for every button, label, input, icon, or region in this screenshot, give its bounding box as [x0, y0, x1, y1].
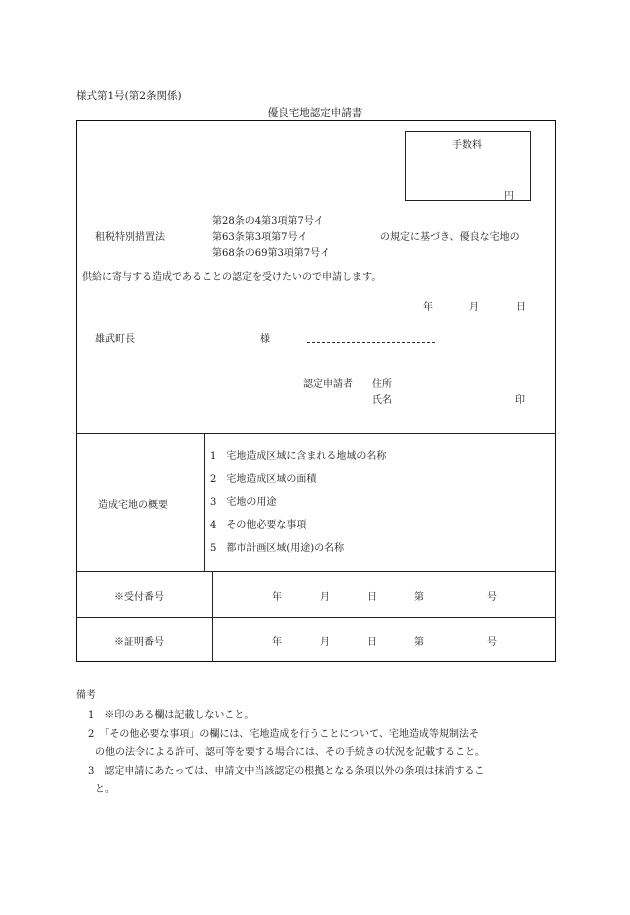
applicant-label: 認定申請者	[303, 379, 353, 390]
date-day: 日	[516, 302, 526, 313]
reception-top-rule	[76, 571, 556, 572]
addressee-dashed-line	[307, 342, 435, 343]
notes-heading: 備考	[76, 690, 96, 701]
statement-clause-b: 供給に寄与する造成であることの認定を受けたいので申請します。	[82, 272, 382, 283]
document-title: 優良宅地認定申請書	[267, 107, 363, 119]
note-3-line-2: と。	[95, 784, 115, 795]
overview-item-1: 1 宅地造成区域に含まれる地域の名称	[210, 451, 387, 462]
applicant-name-label: 氏名	[372, 395, 392, 406]
overview-top-rule	[76, 433, 556, 434]
reception-year: 年	[272, 592, 282, 603]
overview-item-4: 4 その他必要な事項	[210, 520, 307, 531]
law-name: 租税特別措置法	[95, 232, 165, 243]
applicant-seal: 印	[515, 395, 525, 406]
date-month: 月	[469, 302, 479, 313]
fee-unit: 円	[504, 191, 514, 202]
reception-day: 日	[367, 592, 377, 603]
certificate-go: 号	[487, 637, 497, 648]
overview-label: 造成宅地の概要	[98, 500, 168, 511]
addressee-name: 雄武町長	[95, 334, 135, 345]
certificate-year: 年	[272, 637, 282, 648]
fee-label: 手数料	[452, 140, 482, 151]
note-2-line-1: 2 「その他必要な事項」の欄には、宅地造成を行うことについて、宅地造成等規制法そ	[88, 729, 479, 740]
applicant-address-label: 住所	[372, 379, 392, 390]
overview-item-2: 2 宅地造成区域の面積	[210, 474, 317, 485]
note-3-line-1: 3 認定申請にあたっては、申請文中当該認定の根拠となる条項以外の条項は抹消するこ	[88, 766, 485, 777]
reception-month: 月	[320, 592, 330, 603]
reception-label: ※受付番号	[114, 592, 164, 603]
certificate-day: 日	[367, 637, 377, 648]
date-year: 年	[423, 302, 433, 313]
article-line-3: 第68条の69第3項第7号イ	[212, 248, 331, 259]
certificate-top-rule	[76, 617, 556, 618]
form-number: 様式第1号(第2条関係)	[76, 90, 182, 102]
note-1: 1 ※印のある欄は記載しないこと。	[88, 710, 255, 721]
article-line-2: 第63条第3項第7号イ	[212, 232, 308, 243]
addressee-honorific: 様	[260, 334, 270, 345]
reception-go: 号	[487, 592, 497, 603]
overview-item-3: 3 宅地の用途	[210, 497, 277, 508]
reception-dai: 第	[414, 592, 424, 603]
application-form-frame	[76, 120, 556, 662]
article-line-1: 第28条の4第3項第7号イ	[212, 216, 324, 227]
overview-divider	[204, 433, 205, 571]
note-2-line-2: の他の法令による許可、認可等を要する場合には、その手続きの状況を記載すること。	[95, 747, 485, 758]
certificate-dai: 第	[414, 637, 424, 648]
certificate-month: 月	[320, 637, 330, 648]
statement-clause-a: の規定に基づき、優良な宅地の	[380, 232, 520, 243]
overview-item-5: 5 都市計画区域(用途)の名称	[210, 543, 345, 554]
certificate-label: ※証明番号	[114, 637, 164, 648]
